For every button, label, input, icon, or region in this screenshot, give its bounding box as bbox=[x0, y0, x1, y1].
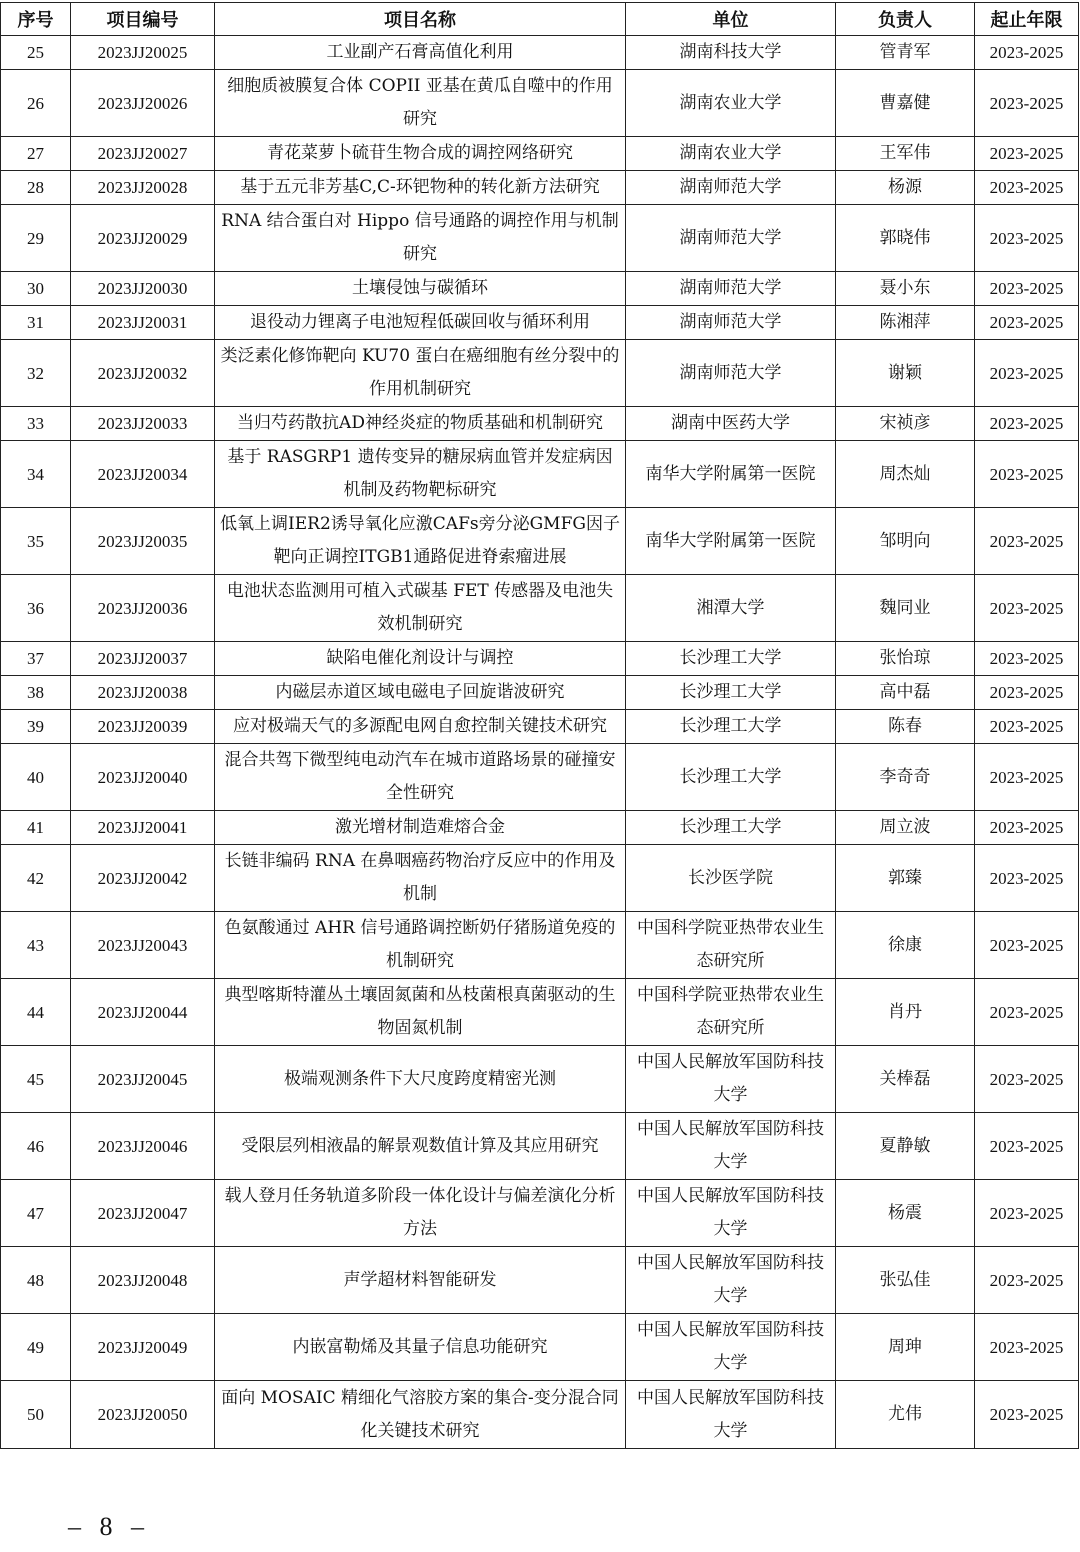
table-cell-code: 2023JJ20042 bbox=[71, 845, 215, 912]
table-cell-leader: 尤伟 bbox=[836, 1381, 975, 1449]
table-cell-code: 2023JJ20046 bbox=[71, 1113, 215, 1180]
table-cell-code: 2023JJ20037 bbox=[71, 642, 215, 676]
table-cell-project-name: 当归芍药散抗AD神经炎症的物质基础和机制研究 bbox=[215, 407, 626, 441]
table-cell-period: 2023-2025 bbox=[975, 205, 1079, 272]
table-cell-project-name: 长链非编码 RNA 在鼻咽癌药物治疗反应中的作用及机制 bbox=[215, 845, 626, 912]
table-cell-unit: 中国人民解放军国防科技大学 bbox=[626, 1046, 836, 1113]
table-cell-leader: 周立波 bbox=[836, 811, 975, 845]
table-cell-project-name: 色氨酸通过 AHR 信号通路调控断奶仔猪肠道免疫的机制研究 bbox=[215, 912, 626, 979]
header-leader: 负责人 bbox=[836, 3, 975, 36]
table-cell-code: 2023JJ20035 bbox=[71, 508, 215, 575]
table-cell-project-name: 青花菜萝卜硫苷生物合成的调控网络研究 bbox=[215, 137, 626, 171]
table-row bbox=[1, 70, 1079, 137]
table-row bbox=[1, 340, 1079, 407]
table-row bbox=[1, 1247, 1079, 1314]
table-cell-period: 2023-2025 bbox=[975, 171, 1079, 205]
table-cell-code: 2023JJ20025 bbox=[71, 36, 215, 70]
header-seq: 序号 bbox=[1, 3, 71, 36]
table-cell-project-name: 受限层列相液晶的解景观数值计算及其应用研究 bbox=[215, 1113, 626, 1180]
table-cell-project-name: 工业副产石膏高值化利用 bbox=[215, 36, 626, 70]
table-cell-leader: 郭臻 bbox=[836, 845, 975, 912]
table-cell-seq: 43 bbox=[1, 912, 71, 979]
table-cell-code: 2023JJ20043 bbox=[71, 912, 215, 979]
table-cell-unit: 中国人民解放军国防科技大学 bbox=[626, 1247, 836, 1314]
table-cell-project-name: 混合共驾下微型纯电动汽车在城市道路场景的碰撞安全性研究 bbox=[215, 744, 626, 811]
table-cell-leader: 张弘佳 bbox=[836, 1247, 975, 1314]
table-cell-leader: 杨源 bbox=[836, 171, 975, 205]
table-cell-period: 2023-2025 bbox=[975, 137, 1079, 171]
table-cell-project-name: 应对极端天气的多源配电网自愈控制关键技术研究 bbox=[215, 710, 626, 744]
table-cell-leader: 高中磊 bbox=[836, 676, 975, 710]
table-cell-seq: 31 bbox=[1, 306, 71, 340]
table-cell-unit: 南华大学附属第一医院 bbox=[626, 508, 836, 575]
table-row bbox=[1, 205, 1079, 272]
table-cell-code: 2023JJ20050 bbox=[71, 1381, 215, 1449]
table-cell-period: 2023-2025 bbox=[975, 676, 1079, 710]
table-cell-unit: 湖南师范大学 bbox=[626, 272, 836, 306]
table-cell-code: 2023JJ20049 bbox=[71, 1314, 215, 1381]
table-row bbox=[1, 441, 1079, 508]
table-cell-period: 2023-2025 bbox=[975, 811, 1079, 845]
table-cell-code: 2023JJ20041 bbox=[71, 811, 215, 845]
table-row bbox=[1, 710, 1079, 744]
table-cell-project-name: 电池状态监测用可植入式碳基 FET 传感器及电池失效机制研究 bbox=[215, 575, 626, 642]
table-cell-leader: 杨震 bbox=[836, 1180, 975, 1247]
table-cell-period: 2023-2025 bbox=[975, 744, 1079, 811]
table-cell-period: 2023-2025 bbox=[975, 575, 1079, 642]
table-cell-seq: 39 bbox=[1, 710, 71, 744]
table-cell-code: 2023JJ20047 bbox=[71, 1180, 215, 1247]
table-cell-code: 2023JJ20027 bbox=[71, 137, 215, 171]
table-cell-seq: 33 bbox=[1, 407, 71, 441]
table-cell-code: 2023JJ20033 bbox=[71, 407, 215, 441]
table-row bbox=[1, 1180, 1079, 1247]
table-cell-seq: 50 bbox=[1, 1381, 71, 1449]
table-cell-leader: 徐康 bbox=[836, 912, 975, 979]
table-cell-unit: 湖南农业大学 bbox=[626, 137, 836, 171]
table-cell-unit: 中国人民解放军国防科技大学 bbox=[626, 1113, 836, 1180]
table-row bbox=[1, 1113, 1079, 1180]
table-cell-period: 2023-2025 bbox=[975, 306, 1079, 340]
table-cell-period: 2023-2025 bbox=[975, 1180, 1079, 1247]
table-row bbox=[1, 845, 1079, 912]
table-cell-unit: 长沙医学院 bbox=[626, 845, 836, 912]
table-cell-code: 2023JJ20038 bbox=[71, 676, 215, 710]
table-cell-seq: 25 bbox=[1, 36, 71, 70]
table-cell-code: 2023JJ20032 bbox=[71, 340, 215, 407]
table-row bbox=[1, 642, 1079, 676]
table-cell-code: 2023JJ20030 bbox=[71, 272, 215, 306]
table-cell-seq: 35 bbox=[1, 508, 71, 575]
table-cell-seq: 26 bbox=[1, 70, 71, 137]
table-cell-period: 2023-2025 bbox=[975, 407, 1079, 441]
table-cell-period: 2023-2025 bbox=[975, 441, 1079, 508]
table-cell-leader: 夏静敏 bbox=[836, 1113, 975, 1180]
table-cell-project-name: 退役动力锂离子电池短程低碳回收与循环利用 bbox=[215, 306, 626, 340]
table-cell-project-name: 基于 RASGRP1 遗传变异的糖尿病血管并发症病因机制及药物靶标研究 bbox=[215, 441, 626, 508]
table-cell-leader: 李奇奇 bbox=[836, 744, 975, 811]
table-cell-code: 2023JJ20040 bbox=[71, 744, 215, 811]
table-cell-unit: 湘潭大学 bbox=[626, 575, 836, 642]
table-header-row bbox=[1, 3, 1079, 36]
table-cell-unit: 湖南师范大学 bbox=[626, 306, 836, 340]
table-cell-leader: 聂小东 bbox=[836, 272, 975, 306]
table-cell-unit: 湖南科技大学 bbox=[626, 36, 836, 70]
table-cell-seq: 34 bbox=[1, 441, 71, 508]
table-row bbox=[1, 36, 1079, 70]
table-cell-unit: 湖南师范大学 bbox=[626, 205, 836, 272]
table-cell-period: 2023-2025 bbox=[975, 1381, 1079, 1449]
table-cell-unit: 中国科学院亚热带农业生态研究所 bbox=[626, 979, 836, 1046]
table-row bbox=[1, 744, 1079, 811]
table-cell-seq: 32 bbox=[1, 340, 71, 407]
table-cell-leader: 周珅 bbox=[836, 1314, 975, 1381]
table-cell-seq: 36 bbox=[1, 575, 71, 642]
table-cell-leader: 魏同业 bbox=[836, 575, 975, 642]
table-row bbox=[1, 1381, 1079, 1449]
table-cell-leader: 陈春 bbox=[836, 710, 975, 744]
table-cell-unit: 中国人民解放军国防科技大学 bbox=[626, 1381, 836, 1449]
table-cell-seq: 30 bbox=[1, 272, 71, 306]
table-cell-project-name: RNA 结合蛋白对 Hippo 信号通路的调控作用与机制研究 bbox=[215, 205, 626, 272]
table-cell-seq: 29 bbox=[1, 205, 71, 272]
table-cell-period: 2023-2025 bbox=[975, 36, 1079, 70]
table-cell-period: 2023-2025 bbox=[975, 912, 1079, 979]
table-cell-period: 2023-2025 bbox=[975, 845, 1079, 912]
table-cell-code: 2023JJ20039 bbox=[71, 710, 215, 744]
table-cell-code: 2023JJ20034 bbox=[71, 441, 215, 508]
table-cell-period: 2023-2025 bbox=[975, 1247, 1079, 1314]
table-cell-leader: 关棒磊 bbox=[836, 1046, 975, 1113]
table-cell-unit: 湖南中医药大学 bbox=[626, 407, 836, 441]
table-row bbox=[1, 811, 1079, 845]
table-cell-leader: 郭晓伟 bbox=[836, 205, 975, 272]
table-cell-project-name: 声学超材料智能研发 bbox=[215, 1247, 626, 1314]
table-row bbox=[1, 171, 1079, 205]
table-cell-seq: 28 bbox=[1, 171, 71, 205]
table-cell-project-name: 典型喀斯特灌丛土壤固氮菌和丛枝菌根真菌驱动的生物固氮机制 bbox=[215, 979, 626, 1046]
table-row bbox=[1, 676, 1079, 710]
table-row bbox=[1, 912, 1079, 979]
table-cell-period: 2023-2025 bbox=[975, 979, 1079, 1046]
table-cell-code: 2023JJ20031 bbox=[71, 306, 215, 340]
table-cell-code: 2023JJ20029 bbox=[71, 205, 215, 272]
table-row bbox=[1, 1314, 1079, 1381]
table-cell-period: 2023-2025 bbox=[975, 642, 1079, 676]
table-cell-period: 2023-2025 bbox=[975, 340, 1079, 407]
table-cell-project-name: 内磁层赤道区域电磁电子回旋谐波研究 bbox=[215, 676, 626, 710]
table-cell-period: 2023-2025 bbox=[975, 508, 1079, 575]
table-cell-unit: 长沙理工大学 bbox=[626, 744, 836, 811]
table-row bbox=[1, 508, 1079, 575]
table-cell-seq: 45 bbox=[1, 1046, 71, 1113]
table-cell-leader: 周杰灿 bbox=[836, 441, 975, 508]
table-cell-leader: 张怡琼 bbox=[836, 642, 975, 676]
table-row bbox=[1, 407, 1079, 441]
table-cell-seq: 40 bbox=[1, 744, 71, 811]
table-cell-leader: 曹嘉健 bbox=[836, 70, 975, 137]
table-cell-code: 2023JJ20036 bbox=[71, 575, 215, 642]
table-row bbox=[1, 575, 1079, 642]
table-cell-project-name: 极端观测条件下大尺度跨度精密光测 bbox=[215, 1046, 626, 1113]
table-cell-project-name: 载人登月任务轨道多阶段一体化设计与偏差演化分析方法 bbox=[215, 1180, 626, 1247]
table-cell-seq: 49 bbox=[1, 1314, 71, 1381]
table-row bbox=[1, 306, 1079, 340]
table-cell-project-name: 土壤侵蚀与碳循环 bbox=[215, 272, 626, 306]
table-cell-code: 2023JJ20045 bbox=[71, 1046, 215, 1113]
table-row bbox=[1, 979, 1079, 1046]
table-cell-project-name: 低氧上调IER2诱导氧化应激CAFs旁分泌GMFG因子靶向正调控ITGB1通路促进脊索瘤进展 bbox=[215, 508, 626, 575]
table-cell-leader: 肖丹 bbox=[836, 979, 975, 1046]
table-cell-seq: 37 bbox=[1, 642, 71, 676]
table-cell-period: 2023-2025 bbox=[975, 1113, 1079, 1180]
table-cell-unit: 中国科学院亚热带农业生态研究所 bbox=[626, 912, 836, 979]
table-cell-unit: 长沙理工大学 bbox=[626, 642, 836, 676]
header-project-name: 项目名称 bbox=[215, 3, 626, 36]
table-cell-project-name: 类泛素化修饰靶向 KU70 蛋白在癌细胞有丝分裂中的作用机制研究 bbox=[215, 340, 626, 407]
table-cell-unit: 湖南师范大学 bbox=[626, 340, 836, 407]
table-cell-leader: 宋祯彦 bbox=[836, 407, 975, 441]
table-cell-unit: 长沙理工大学 bbox=[626, 811, 836, 845]
table-cell-seq: 47 bbox=[1, 1180, 71, 1247]
table-cell-leader: 邹明向 bbox=[836, 508, 975, 575]
table-cell-leader: 陈湘萍 bbox=[836, 306, 975, 340]
table-cell-project-name: 激光增材制造难熔合金 bbox=[215, 811, 626, 845]
table-cell-code: 2023JJ20048 bbox=[71, 1247, 215, 1314]
table-cell-leader: 谢颖 bbox=[836, 340, 975, 407]
table-row bbox=[1, 137, 1079, 171]
table-cell-period: 2023-2025 bbox=[975, 710, 1079, 744]
table-cell-project-name: 缺陷电催化剂设计与调控 bbox=[215, 642, 626, 676]
table-cell-leader: 管青军 bbox=[836, 36, 975, 70]
table-cell-code: 2023JJ20028 bbox=[71, 171, 215, 205]
table-cell-unit: 湖南师范大学 bbox=[626, 171, 836, 205]
table-cell-period: 2023-2025 bbox=[975, 70, 1079, 137]
table-cell-project-name: 面向 MOSAIC 精细化气溶胶方案的集合-变分混合同化关键技术研究 bbox=[215, 1381, 626, 1449]
table-cell-unit: 中国人民解放军国防科技大学 bbox=[626, 1314, 836, 1381]
table-cell-seq: 42 bbox=[1, 845, 71, 912]
table-cell-seq: 46 bbox=[1, 1113, 71, 1180]
header-project-code: 项目编号 bbox=[71, 3, 215, 36]
table-row bbox=[1, 1046, 1079, 1113]
table-cell-unit: 中国人民解放军国防科技大学 bbox=[626, 1180, 836, 1247]
table-cell-seq: 41 bbox=[1, 811, 71, 845]
table-cell-seq: 27 bbox=[1, 137, 71, 171]
header-unit: 单位 bbox=[626, 3, 836, 36]
table-cell-period: 2023-2025 bbox=[975, 1046, 1079, 1113]
table-cell-project-name: 基于五元非芳基C,C-环钯物种的转化新方法研究 bbox=[215, 171, 626, 205]
table-cell-unit: 南华大学附属第一医院 bbox=[626, 441, 836, 508]
table-cell-unit: 长沙理工大学 bbox=[626, 710, 836, 744]
table-cell-seq: 38 bbox=[1, 676, 71, 710]
table-cell-code: 2023JJ20026 bbox=[71, 70, 215, 137]
header-period: 起止年限 bbox=[975, 3, 1079, 36]
table-cell-project-name: 细胞质被膜复合体 COPII 亚基在黄瓜自噬中的作用研究 bbox=[215, 70, 626, 137]
table-cell-unit: 长沙理工大学 bbox=[626, 676, 836, 710]
table-cell-seq: 48 bbox=[1, 1247, 71, 1314]
project-table bbox=[0, 2, 1079, 1449]
table-cell-leader: 王军伟 bbox=[836, 137, 975, 171]
table-cell-period: 2023-2025 bbox=[975, 272, 1079, 306]
table-cell-project-name: 内嵌富勒烯及其量子信息功能研究 bbox=[215, 1314, 626, 1381]
table-cell-code: 2023JJ20044 bbox=[71, 979, 215, 1046]
table-cell-unit: 湖南农业大学 bbox=[626, 70, 836, 137]
table-cell-seq: 44 bbox=[1, 979, 71, 1046]
page-number: – 8 – bbox=[68, 1512, 150, 1541]
table-cell-period: 2023-2025 bbox=[975, 1314, 1079, 1381]
table-row bbox=[1, 272, 1079, 306]
